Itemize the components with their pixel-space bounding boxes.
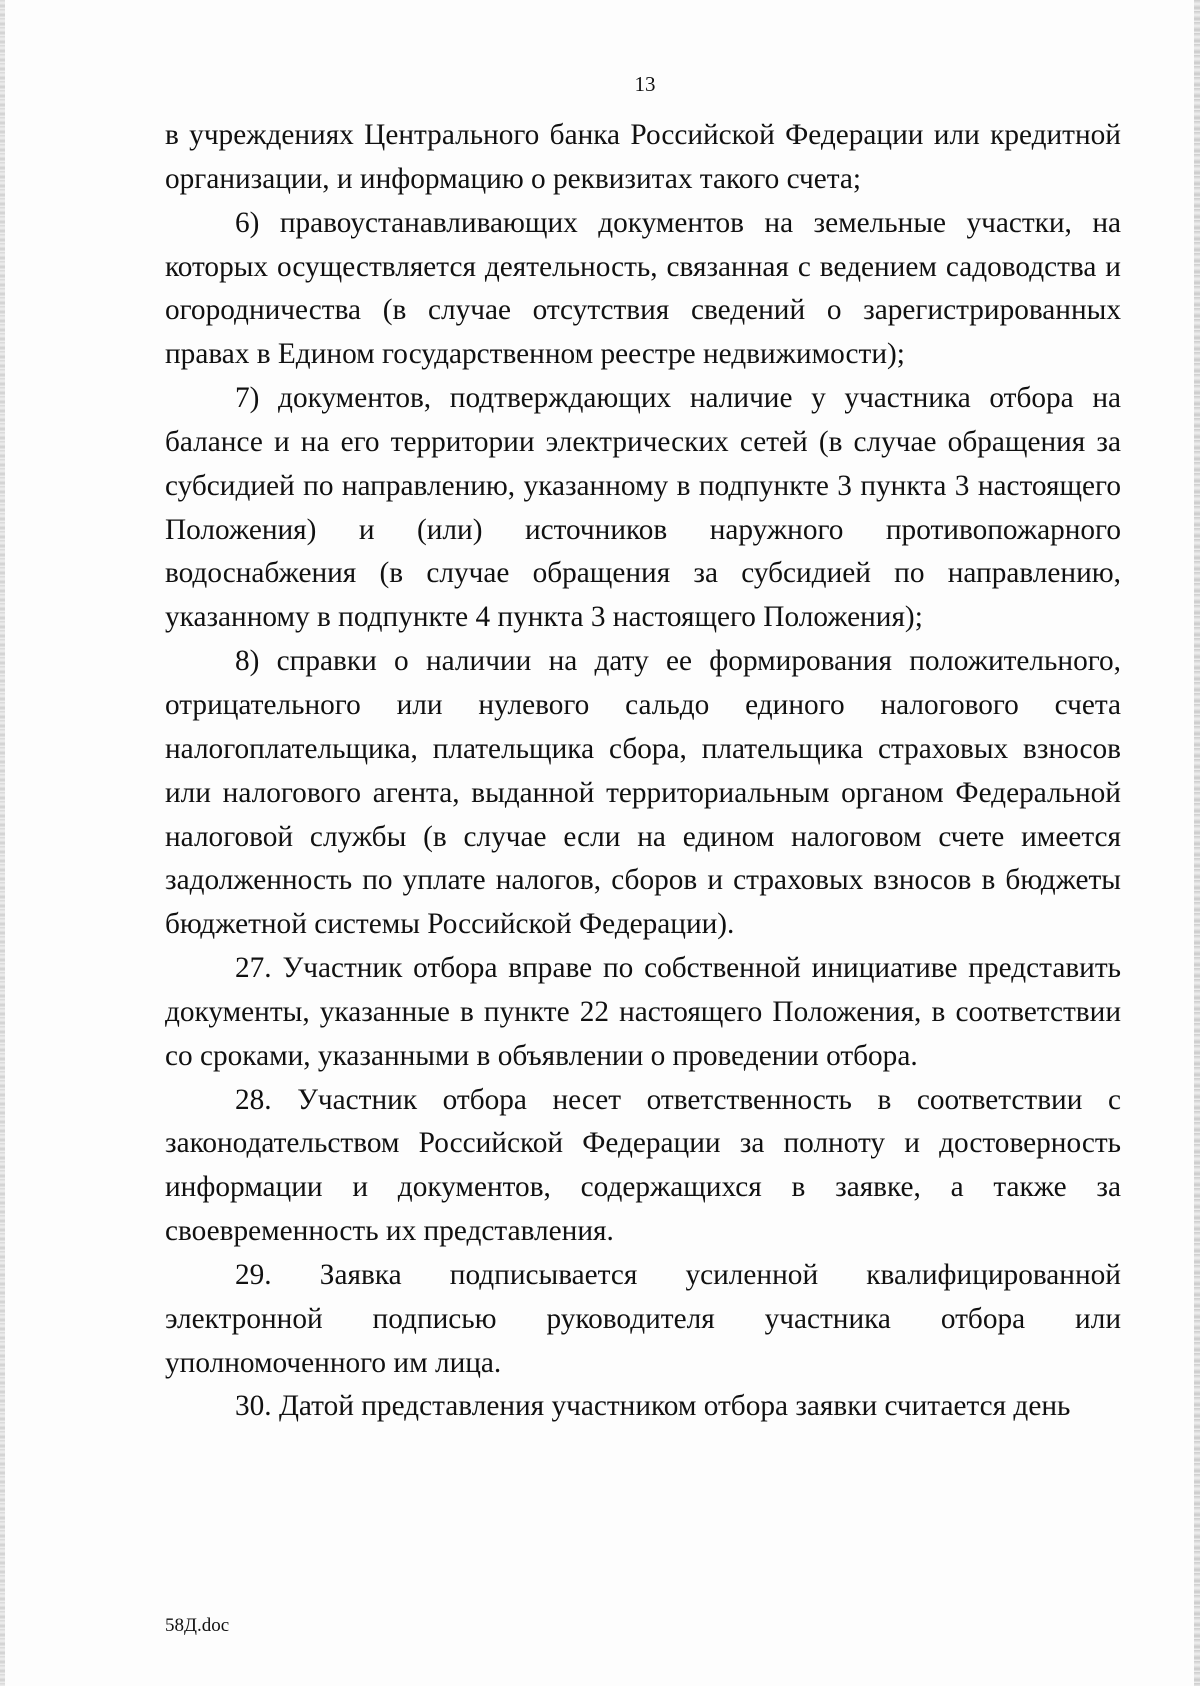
paragraph-clause-27: 27. Участник отбора вправе по собственной инициативе представить документы, указанные в пункте 22 настоящего Положения, в соответствии со сроками, указанными в объявлении о проведении отбора.: [165, 952, 1121, 1072]
paragraph-clause-28: 28. Участник отбора несет ответственность в соответствии с законодательством Российской Федерации за полноту и достоверность информации и документов, содержащихся в заявке, а также за своевременность их представления.: [165, 1083, 1121, 1248]
footer-file-name: 58Д.doc: [165, 1615, 230, 1636]
paragraph: в учреждениях Центрального банка Российской Федерации или кредитной организации, и информацию о реквизитах такого счета;: [165, 119, 1121, 195]
document-body: [165, 114, 1121, 1429]
page-number: 13: [634, 72, 656, 96]
scan-edge-left: [0, 0, 5, 1686]
paragraph-item-8: 8) справки о наличии на дату ее формирования положительного, отрицательного или нулевого сальдо единого налогового счета налогоплательщика, плательщика сбора, плательщика страховых взносов или налогового агента, выданной территориальным органом Федеральной налоговой службы (в случае если на едином налоговом счете имеется задолженность по уплате налогов, сборов и страховых взносов в бюджеты бюджетной системы Российской Федерации).: [165, 645, 1121, 941]
paragraph-clause-30: 30. Датой представления участником отбора заявки считается день: [235, 1390, 1071, 1423]
scan-edge-right: [1194, 0, 1200, 1686]
paragraph-item-7: 7) документов, подтверждающих наличие у участника отбора на балансе и на его территории электрических сетей (в случае обращения за субсидией по направлению, указанному в подпункте 3 пункта 3 настоящего Положения) и (или) источников наружного противопожарного водоснабжения (в случае обращения за субсидией по направлению, указанному в подпункте 4 пункта 3 настоящего Положения);: [165, 382, 1121, 634]
paragraph-clause-29: 29. Заявка подписывается усиленной квалифицированной электронной подписью руководителя участника отбора или уполномоченного им лица.: [165, 1258, 1121, 1379]
paragraph-item-6: 6) правоустанавливающих документов на земельные участки, на которых осуществляется деятельность, связанная с ведением садоводства и огородничества (в случае отсутствия сведений о зарегистрированных правах в Едином государственном реестре недвижимости);: [165, 206, 1121, 371]
